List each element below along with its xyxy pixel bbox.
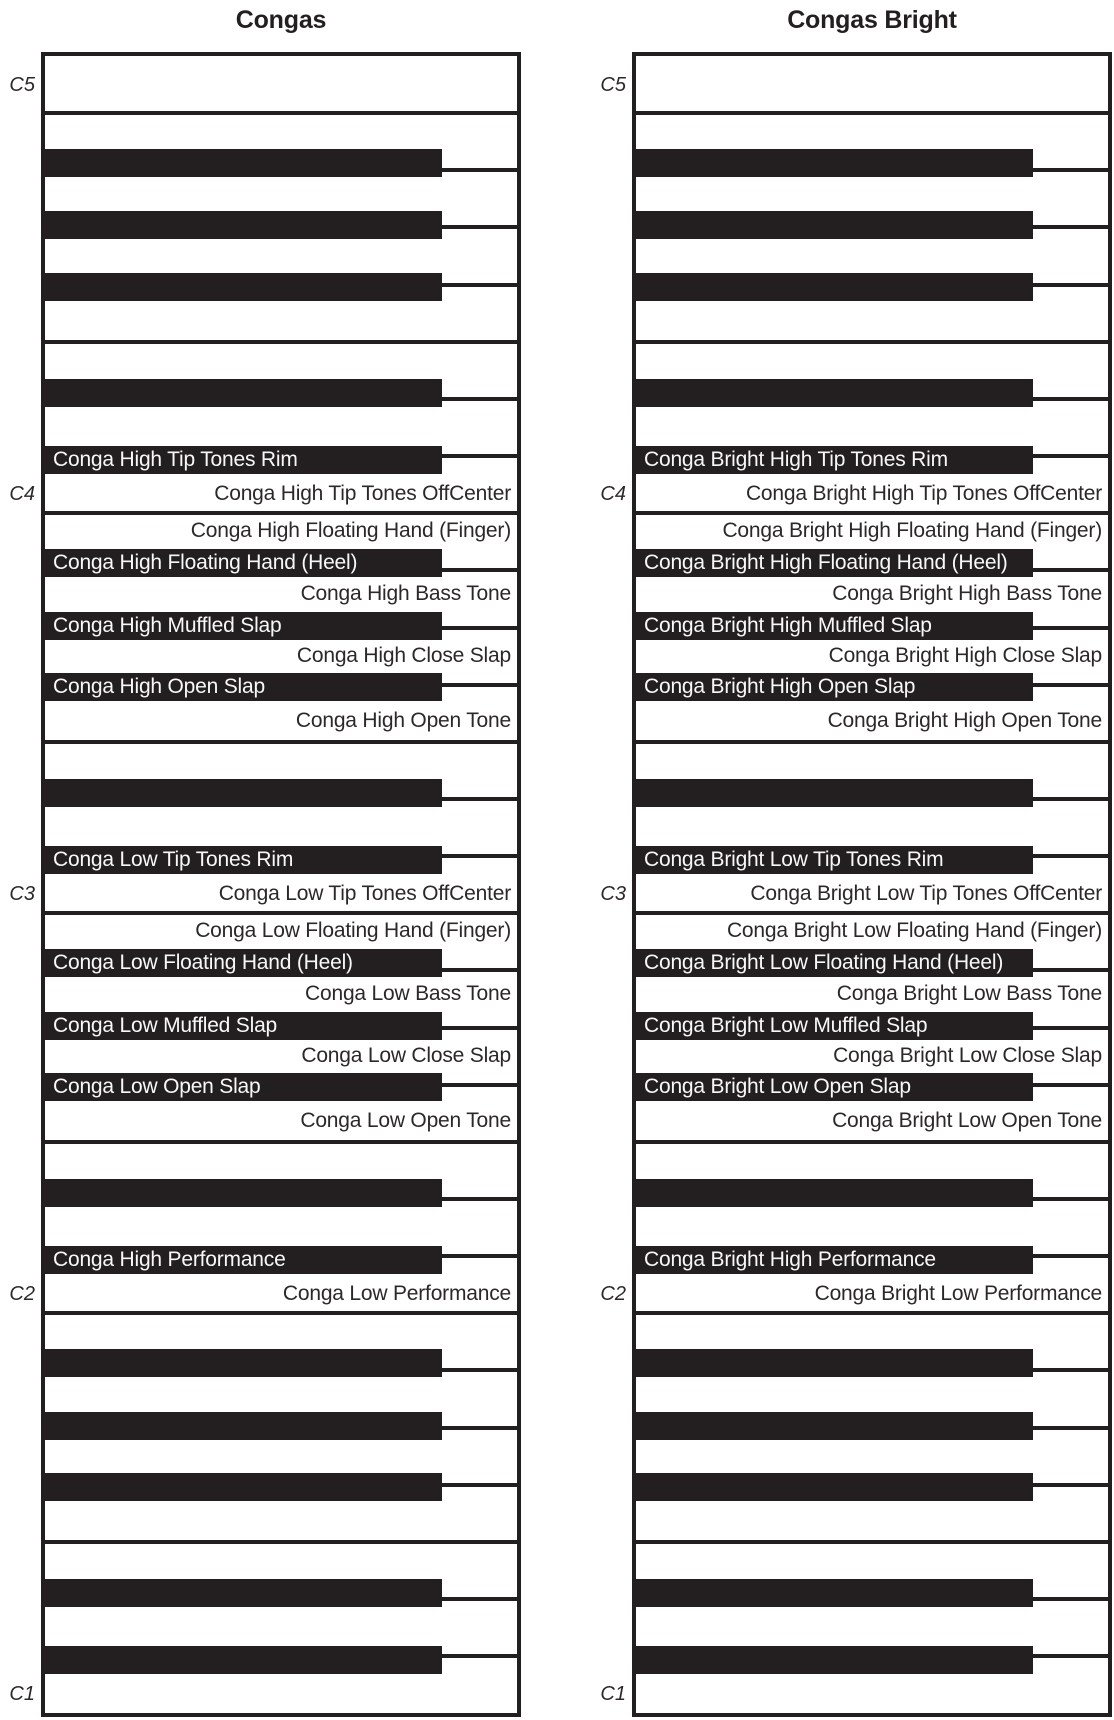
- key-G#3: [45, 612, 442, 640]
- key-A#2: [636, 949, 1033, 977]
- black-key-divider-line: [1033, 1254, 1108, 1258]
- key-divider-line: [636, 1311, 1108, 1315]
- black-key-divider-line: [442, 683, 517, 687]
- key-label-C#2: Conga Bright High Performance: [644, 1248, 936, 1272]
- key-G#2: [45, 1012, 442, 1040]
- key-F#1: [45, 1473, 442, 1501]
- black-key-divider-line: [442, 568, 517, 572]
- key-divider-line: [45, 1140, 517, 1144]
- key-divider-line: [636, 1540, 1108, 1544]
- key-label-G#2: Conga Low Muffled Slap: [53, 1013, 278, 1037]
- key-label-C#3: Conga Low Tip Tones Rim: [53, 848, 294, 872]
- key-label-G2: Conga Bright Low Close Slap: [833, 1044, 1102, 1068]
- black-key-divider-line: [1033, 968, 1108, 972]
- octave-label-C1: C1: [9, 1682, 35, 1705]
- key-label-C#3: Conga Bright Low Tip Tones Rim: [644, 848, 944, 872]
- key-D#3: [45, 779, 442, 807]
- key-D#1: [636, 1579, 1033, 1607]
- key-label-F3: Conga Bright High Open Tone: [827, 709, 1102, 733]
- octave-label-C3: C3: [600, 882, 626, 905]
- black-key-divider-line: [442, 797, 517, 801]
- key-label-C2: Conga Low Performance: [282, 1281, 511, 1305]
- octave-label-C3: C3: [9, 882, 35, 905]
- key-label-C#4: Conga High Tip Tones Rim: [53, 448, 298, 472]
- key-label-B3: Conga High Floating Hand (Finger): [190, 519, 511, 543]
- black-key-divider-line: [442, 1026, 517, 1030]
- key-C#2: [636, 1246, 1033, 1274]
- black-key-divider-line: [1033, 1483, 1108, 1487]
- octave-label-C4: C4: [600, 482, 626, 505]
- octave-label-C1: C1: [600, 1682, 626, 1705]
- key-A#3: [636, 549, 1033, 577]
- key-divider-line: [45, 511, 517, 515]
- key-A#1: [636, 1349, 1033, 1377]
- black-key-divider-line: [1033, 854, 1108, 858]
- key-D#1: [45, 1579, 442, 1607]
- key-C#3: [45, 846, 442, 874]
- black-key-divider-line: [1033, 568, 1108, 572]
- key-label-C4: Conga High Tip Tones OffCenter: [214, 481, 511, 505]
- key-label-C#2: Conga High Performance: [53, 1248, 286, 1272]
- black-key-divider-line: [1033, 626, 1108, 630]
- key-label-B2: Conga Low Floating Hand (Finger): [195, 919, 511, 943]
- key-divider-line: [636, 111, 1108, 115]
- key-label-A#2: Conga Low Floating Hand (Heel): [53, 951, 353, 975]
- piano-keyboard: [632, 52, 1112, 1717]
- key-C5: [45, 56, 517, 113]
- black-key-divider-line: [1033, 1197, 1108, 1201]
- key-C#3: [636, 846, 1033, 874]
- key-G#4: [636, 211, 1033, 239]
- black-key-divider-line: [442, 1197, 517, 1201]
- key-C5: [636, 56, 1108, 113]
- black-key-divider-line: [442, 1368, 517, 1372]
- key-F#1: [636, 1473, 1033, 1501]
- key-D#2: [45, 1179, 442, 1207]
- black-key-divider-line: [442, 168, 517, 172]
- key-D#3: [636, 779, 1033, 807]
- black-key-divider-line: [442, 283, 517, 287]
- black-key-divider-line: [442, 968, 517, 972]
- key-divider-line: [45, 1311, 517, 1315]
- black-key-divider-line: [1033, 1426, 1108, 1430]
- key-divider-line: [636, 740, 1108, 744]
- key-label-B2: Conga Bright Low Floating Hand (Finger): [726, 919, 1102, 943]
- octave-label-C4: C4: [9, 482, 35, 505]
- key-label-F2: Conga Bright Low Open Tone: [832, 1109, 1102, 1133]
- black-key-divider-line: [1033, 397, 1108, 401]
- key-F#4: [45, 273, 442, 301]
- key-A#2: [45, 949, 442, 977]
- key-label-A2: Conga Low Bass Tone: [305, 982, 511, 1006]
- key-label-F#2: Conga Low Open Slap: [53, 1074, 261, 1098]
- key-divider-line: [45, 740, 517, 744]
- key-label-A#3: Conga Bright High Floating Hand (Heel): [644, 551, 1008, 575]
- key-label-C3: Conga Bright Low Tip Tones OffCenter: [750, 881, 1102, 905]
- key-G#4: [45, 211, 442, 239]
- key-divider-line: [636, 340, 1108, 344]
- black-key-divider-line: [1033, 683, 1108, 687]
- key-label-C3: Conga Low Tip Tones OffCenter: [218, 881, 511, 905]
- key-divider-line: [45, 340, 517, 344]
- key-A#4: [45, 149, 442, 177]
- octave-label-C5: C5: [600, 73, 626, 96]
- key-divider-line: [636, 911, 1108, 915]
- key-label-A#2: Conga Bright Low Floating Hand (Heel): [644, 951, 1004, 975]
- keyboard-title: Congas Bright: [787, 6, 957, 34]
- key-F#3: [45, 673, 442, 701]
- key-G#1: [636, 1412, 1033, 1440]
- key-F#3: [636, 673, 1033, 701]
- black-key-divider-line: [1033, 454, 1108, 458]
- black-key-divider-line: [442, 1654, 517, 1658]
- key-label-F3: Conga High Open Tone: [295, 709, 511, 733]
- key-label-C2: Conga Bright Low Performance: [814, 1281, 1102, 1305]
- piano-keyboard: [41, 52, 521, 1717]
- octave-label-C2: C2: [600, 1282, 626, 1305]
- key-G#1: [45, 1412, 442, 1440]
- black-key-divider-line: [442, 225, 517, 229]
- black-key-divider-line: [1033, 225, 1108, 229]
- key-label-G3: Conga High Close Slap: [296, 644, 511, 668]
- key-label-G2: Conga Low Close Slap: [301, 1044, 511, 1068]
- key-F#4: [636, 273, 1033, 301]
- key-label-A2: Conga Bright Low Bass Tone: [836, 982, 1102, 1006]
- key-label-F#3: Conga Bright High Open Slap: [644, 674, 916, 698]
- key-A#3: [45, 549, 442, 577]
- key-label-F#3: Conga High Open Slap: [53, 674, 265, 698]
- key-G#2: [636, 1012, 1033, 1040]
- key-label-F#2: Conga Bright Low Open Slap: [644, 1074, 911, 1098]
- black-key-divider-line: [1033, 1026, 1108, 1030]
- key-label-A#3: Conga High Floating Hand (Heel): [53, 551, 358, 575]
- key-label-F2: Conga Low Open Tone: [300, 1109, 511, 1133]
- key-C#4: [636, 446, 1033, 474]
- key-C#4: [45, 446, 442, 474]
- key-label-C#4: Conga Bright High Tip Tones Rim: [644, 448, 948, 472]
- key-G#3: [636, 612, 1033, 640]
- black-key-divider-line: [442, 1083, 517, 1087]
- key-F#2: [636, 1073, 1033, 1101]
- key-divider-line: [45, 111, 517, 115]
- key-D#4: [45, 379, 442, 407]
- key-label-G#2: Conga Bright Low Muffled Slap: [644, 1013, 928, 1037]
- key-divider-line: [45, 1540, 517, 1544]
- black-key-divider-line: [1033, 1654, 1108, 1658]
- key-D#2: [636, 1179, 1033, 1207]
- black-key-divider-line: [1033, 1597, 1108, 1601]
- key-divider-line: [45, 911, 517, 915]
- key-divider-line: [636, 511, 1108, 515]
- keyboard-block-congas-bright: [548, 0, 1112, 1720]
- keyboard-block-congas: [0, 0, 521, 1720]
- black-key-divider-line: [442, 1597, 517, 1601]
- key-label-A3: Conga Bright High Bass Tone: [832, 582, 1102, 606]
- key-A#1: [45, 1349, 442, 1377]
- key-label-B3: Conga Bright High Floating Hand (Finger): [722, 519, 1102, 543]
- octave-label-C5: C5: [9, 73, 35, 96]
- black-key-divider-line: [442, 1254, 517, 1258]
- black-key-divider-line: [442, 1483, 517, 1487]
- key-label-C4: Conga Bright High Tip Tones OffCenter: [745, 481, 1102, 505]
- key-F#2: [45, 1073, 442, 1101]
- octave-label-C2: C2: [9, 1282, 35, 1305]
- black-key-divider-line: [442, 1426, 517, 1430]
- key-label-G#3: Conga Bright High Muffled Slap: [644, 613, 932, 637]
- key-label-G#3: Conga High Muffled Slap: [53, 613, 282, 637]
- key-C#2: [45, 1246, 442, 1274]
- black-key-divider-line: [1033, 1368, 1108, 1372]
- black-key-divider-line: [442, 854, 517, 858]
- black-key-divider-line: [442, 454, 517, 458]
- black-key-divider-line: [442, 626, 517, 630]
- key-D#4: [636, 379, 1033, 407]
- keyboard-title: Congas: [235, 6, 327, 34]
- key-A#4: [636, 149, 1033, 177]
- key-C#1: [45, 1646, 442, 1674]
- black-key-divider-line: [1033, 168, 1108, 172]
- key-C#1: [636, 1646, 1033, 1674]
- key-label-A3: Conga High Bass Tone: [300, 582, 511, 606]
- key-divider-line: [636, 1140, 1108, 1144]
- black-key-divider-line: [1033, 283, 1108, 287]
- key-label-G3: Conga Bright High Close Slap: [828, 644, 1102, 668]
- black-key-divider-line: [1033, 797, 1108, 801]
- black-key-divider-line: [1033, 1083, 1108, 1087]
- black-key-divider-line: [442, 397, 517, 401]
